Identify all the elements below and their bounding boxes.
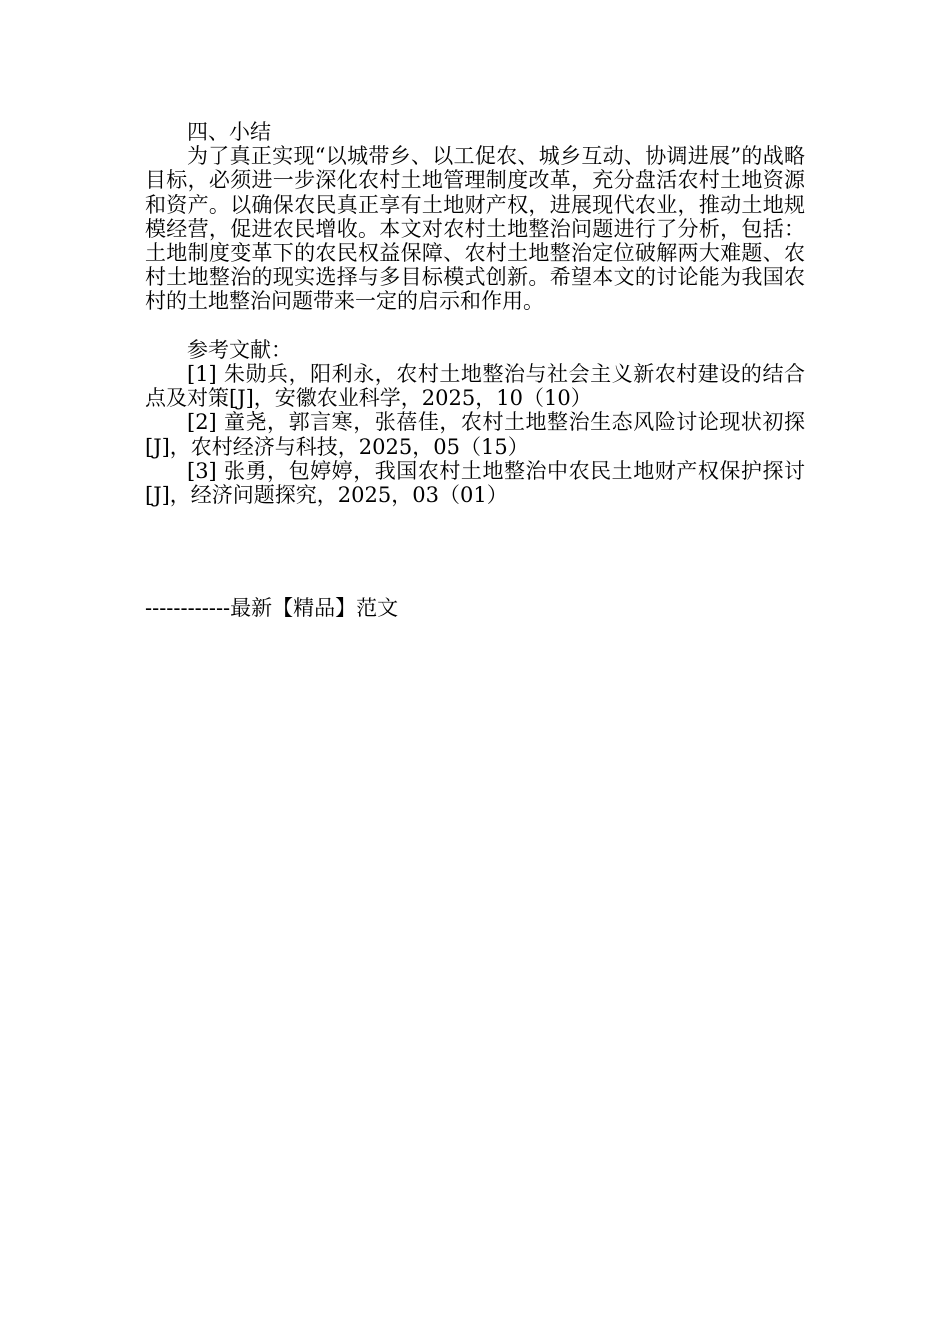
reference-item-1: [1] 朱勋兵，阳利永，农村土地整治与社会主义新农村建设的结合点及对策[J]，安徽农业科学，2025，10（10） <box>145 362 805 411</box>
blank-line <box>145 314 805 338</box>
footer-watermark-text: ------------最新【精品】范文 <box>145 596 399 620</box>
reference-item-3: [3] 张勇，包婷婷，我国农村土地整治中农民土地财产权保护探讨[J]，经济问题探究，2025，03（01） <box>145 458 805 508</box>
summary-paragraph: 为了真正实现“以城带乡、以工促农、城乡互动、协调进展”的战略目标，必须进一步深化农村土地管理制度改革，充分盘活农村土地资源和资产。以确保农民真正享有土地财产权，进展现代农业，推动土地规模经营，促进农民增收。本文对农村土地整治问题进行了分析，包括：土地制度变革下的农民权益保障、农村土地整治定位破解两大难题、农村土地整治的现实选择与多目标模式创新。希望本文的讨论能为我国农村的土地整治问题带来一定的启示和作用。 <box>145 144 805 314</box>
reference-item-2: [2] 童尧，郭言寒，张蓓佳，农村土地整治生态风险讨论现状初探[J]，农村经济与科技，2025，05（15） <box>145 410 805 459</box>
document-page <box>145 120 805 507</box>
references-heading: 参考文献： <box>187 337 292 362</box>
section-heading: 四、小结 <box>187 120 271 144</box>
